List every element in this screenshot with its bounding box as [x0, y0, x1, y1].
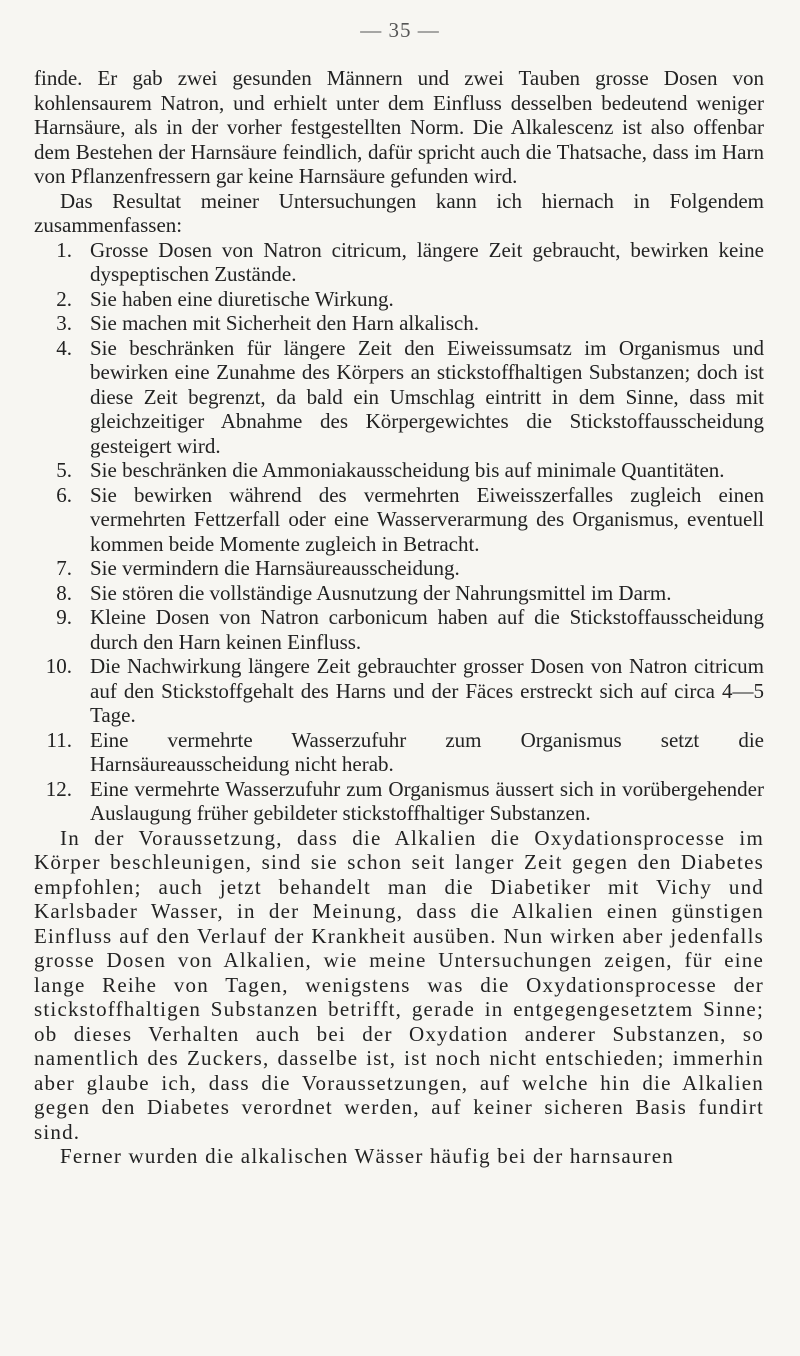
- intro-paragraph: finde. Er gab zwei gesunden Männern und zwei Tauben grosse Dosen von kohlensaurem Natron, und erhielt unter dem Einfluss desselben bedeutend weniger Harnsäure, als in der vorher festgestellten Norm. Die Alkalescenz ist also offenbar dem Bestehen der Harnsäure feindlich, dafür spricht auch die Thatsache, dass im Harn von Pflanzenfressern gar keine Harnsäure gefunden wird.: [34, 66, 764, 188]
- result-item-8: 8. Sie stören die vollständige Ausnutzung der Nahrungsmittel im Darm.: [56, 580, 672, 605]
- page-number: — 35 —: [360, 18, 440, 42]
- result-item-9: 9. Kleine Dosen von Natron carbonicum haben auf die Stickstoffausscheidung durch den Harn keinen Einfluss.: [56, 605, 764, 654]
- result-item-11: 11. Eine vermehrte Wasserzufuhr zum Organismus setzt die Harnsäureausscheidung nicht herab.: [46, 727, 764, 776]
- results-list: [34, 238, 764, 826]
- result-item-5: 5. Sie beschränken die Ammoniakausscheidung bis auf minimale Quantitäten.: [56, 458, 725, 482]
- summary-intro: Das Resultat meiner Untersuchungen kann ich hiernach in Folgendem zusammenfassen:: [34, 188, 764, 237]
- result-item-4: 4. Sie beschränken für längere Zeit den Eiweissumsatz im Organismus und bewirken eine Zunahme des Körpers an stickstoffhaltigen Substanzen; doch ist diese Zeit begrenzt, da bald ein Umschlag eintritt in dem Sinne, dass mit gleichzeitiger Abnahme des Körpergewichtes die Stickstoffausscheidung gesteigert wird.: [56, 335, 764, 458]
- result-item-1: 1. Grosse Dosen von Natron citricum, längere Zeit gebraucht, bewirken keine dyspeptischen Zustände.: [56, 237, 764, 286]
- result-item-6: 6. Sie bewirken während des vermehrten Eiweisszerfalles zugleich einen vermehrten Fettzerfall oder eine Wasserverarmung des Organismus, eventuell kommen beide Momente zugleich in Betracht.: [56, 482, 764, 556]
- result-item-12: 12. Eine vermehrte Wasserzufuhr zum Organismus äussert sich in vorübergehender Auslaugung früher gebildeter stickstoffhaltiger Substanzen.: [45, 776, 764, 825]
- result-item-7: 7. Sie vermindern die Harnsäureausscheidung.: [56, 556, 460, 580]
- closing-line: Ferner wurden die alkalischen Wässer häufig bei der harnsauren: [60, 1144, 674, 1168]
- result-item-10: 10. Die Nachwirkung längere Zeit gebrauchter grosser Dosen von Natron citricum auf den Stickstoffgehalt des Harns und der Fäces erstreckt sich auf circa 4—5 Tage.: [45, 654, 764, 727]
- result-item-2: 2. Sie haben eine diuretische Wirkung.: [56, 286, 394, 311]
- result-item-3: 3. Sie machen mit Sicherheit den Harn alkalisch.: [56, 311, 479, 335]
- page-body: [34, 66, 764, 1169]
- discussion-paragraph: In der Voraussetzung, dass die Alkalien die Oxydationsprocesse im Körper beschleunigen, sind sie schon seit langer Zeit gegen den Diabetes empfohlen; auch jetzt behandelt man die Diabetiker mit Vichy und Karlsbader Wasser, in der Meinung, dass die Alkalien einen günstigen Einfluss auf den Verlauf der Krankheit ausüben. Nun wirken aber jedenfalls grosse Dosen von Alkalien, wie meine Untersuchungen zeigen, für eine lange Reihe von Tagen, wenigstens was die Oxydationsprocesse der stickstoffhaltigen Substanzen betrifft, gerade in entgegengesetztem Sinne; ob dieses Verhalten auch bei der Oxydation anderer Substanzen, so namentlich des Zuckers, dasselbe ist, ist noch nicht entschieden; immerhin aber glaube ich, dass die Voraussetzungen, auf welche hin die Alkalien gegen den Diabetes verordnet werden, auf keiner sicheren Basis fundirt sind.: [34, 825, 764, 1144]
